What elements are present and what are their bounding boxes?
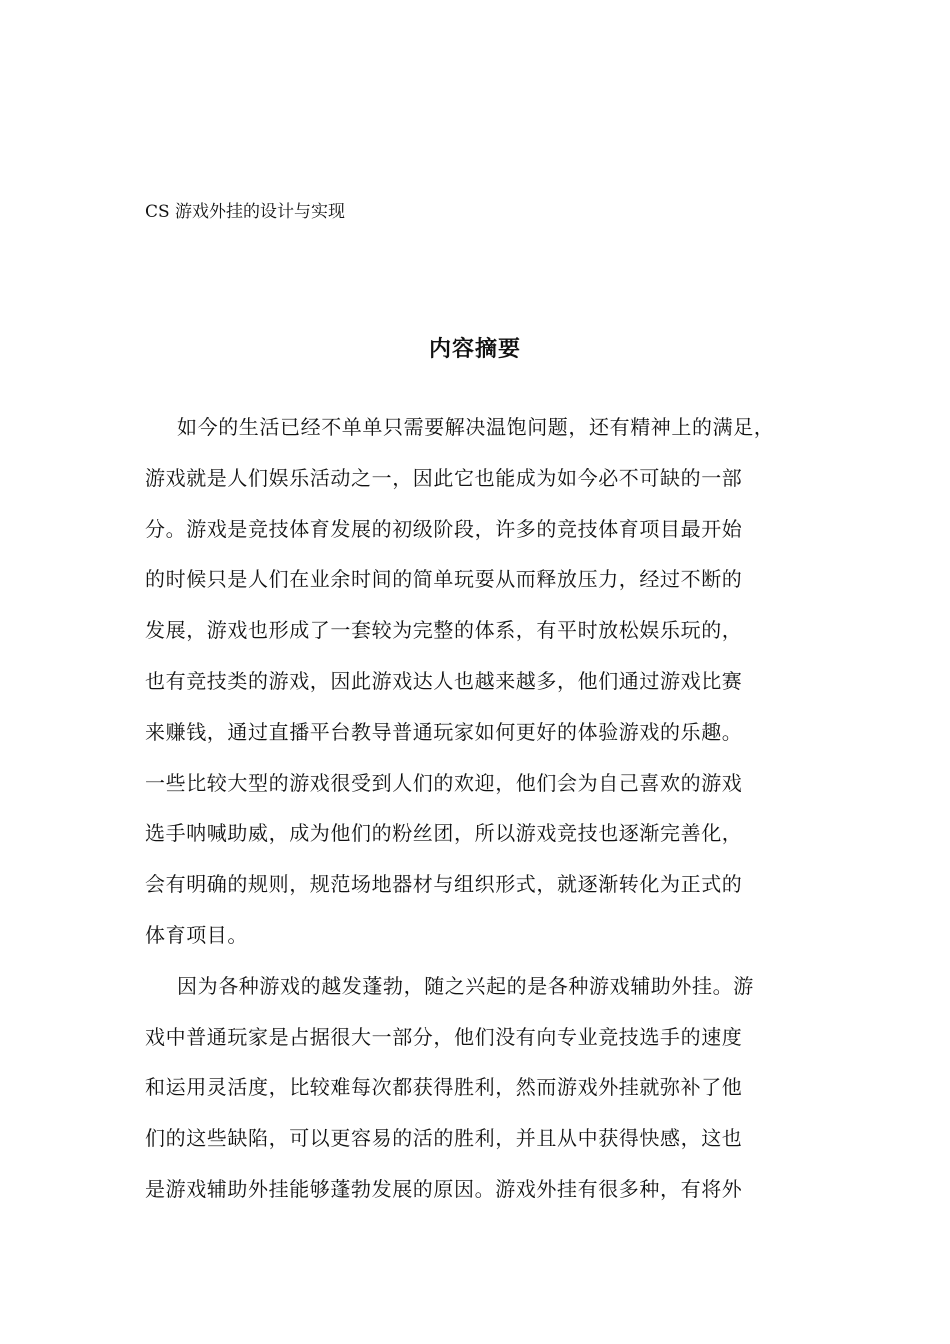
paragraph-2 (145, 961, 825, 1215)
text-line: 游戏就是人们娱乐活动之一，因此它也能成为如今必不可缺的一部 (145, 465, 743, 490)
paragraph-1 (145, 402, 825, 961)
text-line: 也有竞技类的游戏，因此游戏达人也越来越多，他们通过游戏比赛 (145, 668, 743, 693)
text-line: 和运用灵活度，比较难每次都获得胜利，然而游戏外挂就弥补了他 (145, 1075, 743, 1100)
text-line: 们的这些缺陷，可以更容易的活的胜利，并且从中获得快感，这也 (145, 1126, 743, 1151)
text-line: 分。游戏是竞技体育发展的初级阶段，许多的竞技体育项目最开始 (145, 516, 743, 541)
text-line: 的时候只是人们在业余时间的简单玩耍从而释放压力，经过不断的 (145, 567, 743, 592)
text-line: 一些比较大型的游戏很受到人们的欢迎，他们会为自己喜欢的游戏 (145, 770, 743, 795)
section-heading: 内容摘要 (428, 337, 521, 362)
text-line: 发展，游戏也形成了一套较为完整的体系，有平时放松娱乐玩的， (145, 618, 743, 643)
text-line: 来赚钱，通过直播平台教导普通玩家如何更好的体验游戏的乐趣。 (145, 719, 743, 744)
text-line: 如今的生活已经不单单只需要解决温饱问题，还有精神上的满足， (177, 415, 775, 439)
text-line: 因为各种游戏的越发蓬勃，随之兴起的是各种游戏辅助外挂。游 (177, 973, 754, 998)
text-line: 体育项目。 (145, 922, 248, 947)
text-line: 戏中普通玩家是占据很大一部分，他们没有向专业竞技选手的速度 (145, 1024, 743, 1049)
text-line: 是游戏辅助外挂能够蓬勃发展的原因。游戏外挂有很多种，有将外 (145, 1176, 743, 1201)
document-title: CS 游戏外挂的设计与实现 (145, 202, 346, 222)
text-line: 会有明确的规则，规范场地器材与组织形式，就逐渐转化为正式的 (145, 872, 743, 897)
abstract-body (145, 402, 825, 1215)
text-line: 选手呐喊助威，成为他们的粉丝团，所以游戏竞技也逐渐完善化， (145, 821, 743, 846)
